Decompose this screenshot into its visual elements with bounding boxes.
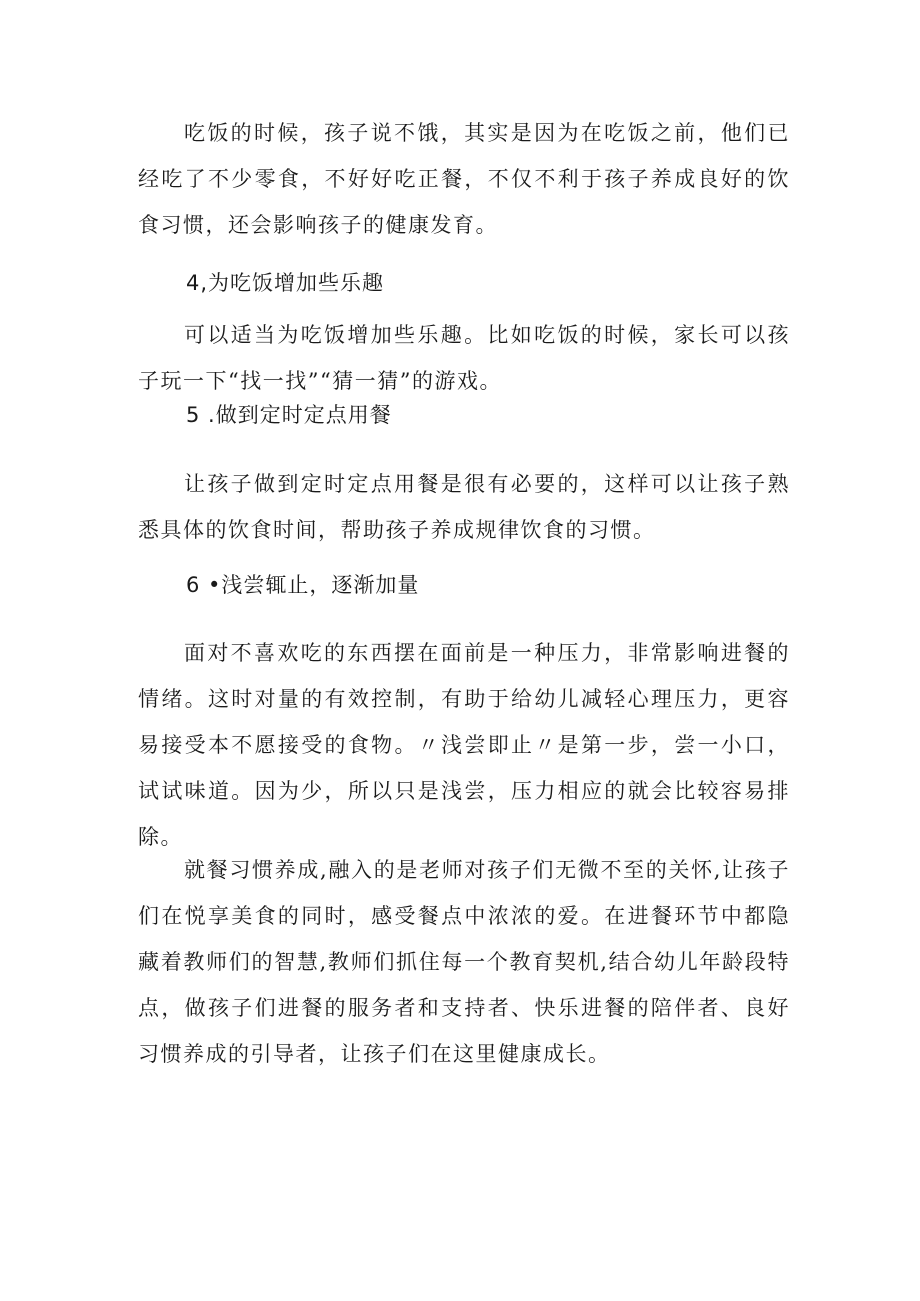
section-heading-4: 4,为吃饭增加些乐趣	[186, 271, 385, 295]
section-heading-5: 5 .做到定时定点用餐	[186, 403, 392, 427]
section-heading-6: 6 •浅尝辄止，逐渐加量	[186, 573, 420, 597]
paragraph-conclusion: 就餐习惯养成,融入的是老师对孩子们无微不至的关怀,让孩子们在悦享美食的同时，感受餐点中浓浓的爱。在进餐环节中都隐藏着教师们的智慧,教师们抓住每一个教育契机,结合幼儿年龄段特点，做孩子们进餐的服务者和支持者、快乐进餐的陪伴者、良好习惯养成的引导者，让孩子们在这里健康成长。	[138, 858, 790, 1066]
paragraph-snacks: 吃饭的时候，孩子说不饿，其实是因为在吃饭之前，他们已经吃了不少零食，不好好吃正餐，不仅不利于孩子养成良好的饮食习惯，还会影响孩子的健康发育。	[138, 121, 790, 237]
paragraph-small-portions: 面对不喜欢吃的东西摆在面前是一种压力，非常影响进餐的情绪。这时对量的有效控制，有助于给幼儿减轻心理压力，更容易接受本不愿接受的食物。〃浅尝即止〃是第一步，尝一小口，试试味道。因为少，所以只是浅尝，压力相应的就会比较容易排除。	[138, 641, 790, 849]
paragraph-schedule: 让孩子做到定时定点用餐是很有必要的，这样可以让孩子熟悉具体的饮食时间，帮助孩子养成规律饮食的习惯。	[138, 472, 790, 542]
paragraph-fun: 可以适当为吃饭增加些乐趣。比如吃饭的时候，家长可以孩子玩一下“找一找”“猜一猜”的游戏。	[138, 323, 790, 393]
